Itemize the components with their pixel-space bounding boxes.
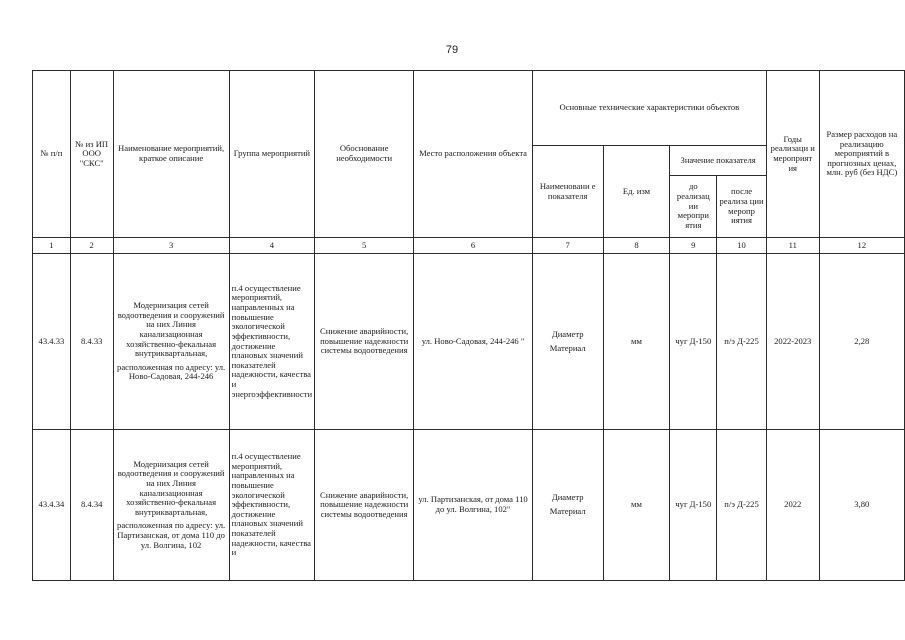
column-number: 6: [414, 238, 533, 254]
row-location: ул. Партизанская, от дома 110 до ул. Волгина, 102": [414, 430, 533, 581]
column-number: 12: [819, 238, 904, 254]
row-indicator-material: Материал: [549, 506, 586, 516]
header-num: № п/п: [33, 71, 71, 238]
table-row: [33, 254, 905, 430]
header-description: Наименование мероприятий, краткое описание: [113, 71, 229, 238]
row-before: чуг Д-150: [670, 254, 717, 430]
header-tech-characteristics: Основные технические характеристики объектов: [532, 71, 766, 146]
row-after: п/э Д-225: [717, 254, 767, 430]
column-number: 1: [33, 238, 71, 254]
row-indicator: [532, 430, 603, 581]
row-description-address: расположенная по адресу: ул. Партизанская, от дома 110 до ул. Волгина, 102: [117, 520, 226, 550]
page-number: 79: [445, 44, 459, 56]
row-group-text: п.4 осуществление мероприятий, направленных на повышение экологической эффективности, достижение плановых значений показателей надежности, качества и: [231, 451, 311, 558]
header-indicator-value: Значение показателя: [670, 146, 766, 176]
column-number: 9: [670, 238, 717, 254]
row-unit: мм: [603, 254, 670, 430]
column-number: 10: [717, 238, 767, 254]
row-unit: мм: [603, 430, 670, 581]
row-group: [229, 430, 314, 581]
row-description: [113, 254, 229, 430]
column-number: 5: [315, 238, 414, 254]
header-unit: Ед. изм: [603, 146, 670, 238]
header-years: Годы реализаци и мероприят ия: [766, 71, 819, 238]
investment-table: [32, 70, 905, 581]
column-number: 2: [70, 238, 113, 254]
row-description-main: Модернизация сетей водоотведения и сооружений на них Линия канализационная хозяйственно-фекальная внутриквартальная,: [117, 458, 225, 517]
row-indicator: [532, 254, 603, 430]
row-description: [113, 430, 229, 581]
header-location: Место расположения объекта: [414, 71, 533, 238]
header-justification: Обоснование необходимости: [315, 71, 414, 238]
row-after: п/э Д-225: [717, 430, 767, 581]
row-description-address: расположенная по адресу: ул. Ново-Садовая, 244-246: [117, 361, 226, 382]
row-location: ул. Ново-Садовая, 244-246 ": [414, 254, 533, 430]
row-cost: 2,28: [819, 254, 904, 430]
header-after: после реализа ции меропр иятия: [717, 176, 767, 238]
table-row: [33, 430, 905, 581]
row-justification: Снижение аварийности, повышение надежности системы водоотведения: [315, 430, 414, 581]
header-indicator-name: Наименовани е показателя: [532, 146, 603, 238]
row-indicator-material: Материал: [549, 342, 586, 353]
row-group-text: п.4 осуществление мероприятий, направленных на повышение экологической эффективности, достижение плановых значений показателей надежности, качества и энергоэффективности: [231, 282, 313, 399]
row-ip-num: 8.4.33: [70, 254, 113, 430]
row-num: 43.4.34: [33, 430, 71, 581]
header-group: Группа мероприятий: [229, 71, 314, 238]
column-number: 7: [532, 238, 603, 254]
column-number: 8: [603, 238, 670, 254]
row-ip-num: 8.4.34: [70, 430, 113, 581]
row-years: 2022-2023: [766, 254, 819, 430]
row-before: чуг Д-150: [670, 430, 717, 581]
row-indicator-diameter: Диаметр: [551, 328, 584, 339]
header-cost: Размер расходов на реализацию мероприятий в прогнозных ценах, млн. руб (без НДС): [819, 71, 904, 238]
row-cost: 3,80: [819, 430, 904, 581]
row-num: 43.4.33: [33, 254, 71, 430]
column-number: 4: [229, 238, 314, 254]
header-before: до реализац ии меропри ятия: [670, 176, 717, 238]
row-group: [229, 254, 314, 430]
row-description-main: Модернизация сетей водоотведения и сооружений на них Линия канализационная хозяйственно-фекальная внутриквартальная,: [117, 300, 225, 359]
column-number: 3: [113, 238, 229, 254]
header-ip-num: № из ИП ООО "СКС": [70, 71, 113, 238]
row-years: 2022: [766, 430, 819, 581]
column-number: 11: [766, 238, 819, 254]
row-justification: Снижение аварийности, повышение надежности системы водоотведения: [315, 254, 414, 430]
row-indicator-diameter: Диаметр: [551, 492, 584, 503]
